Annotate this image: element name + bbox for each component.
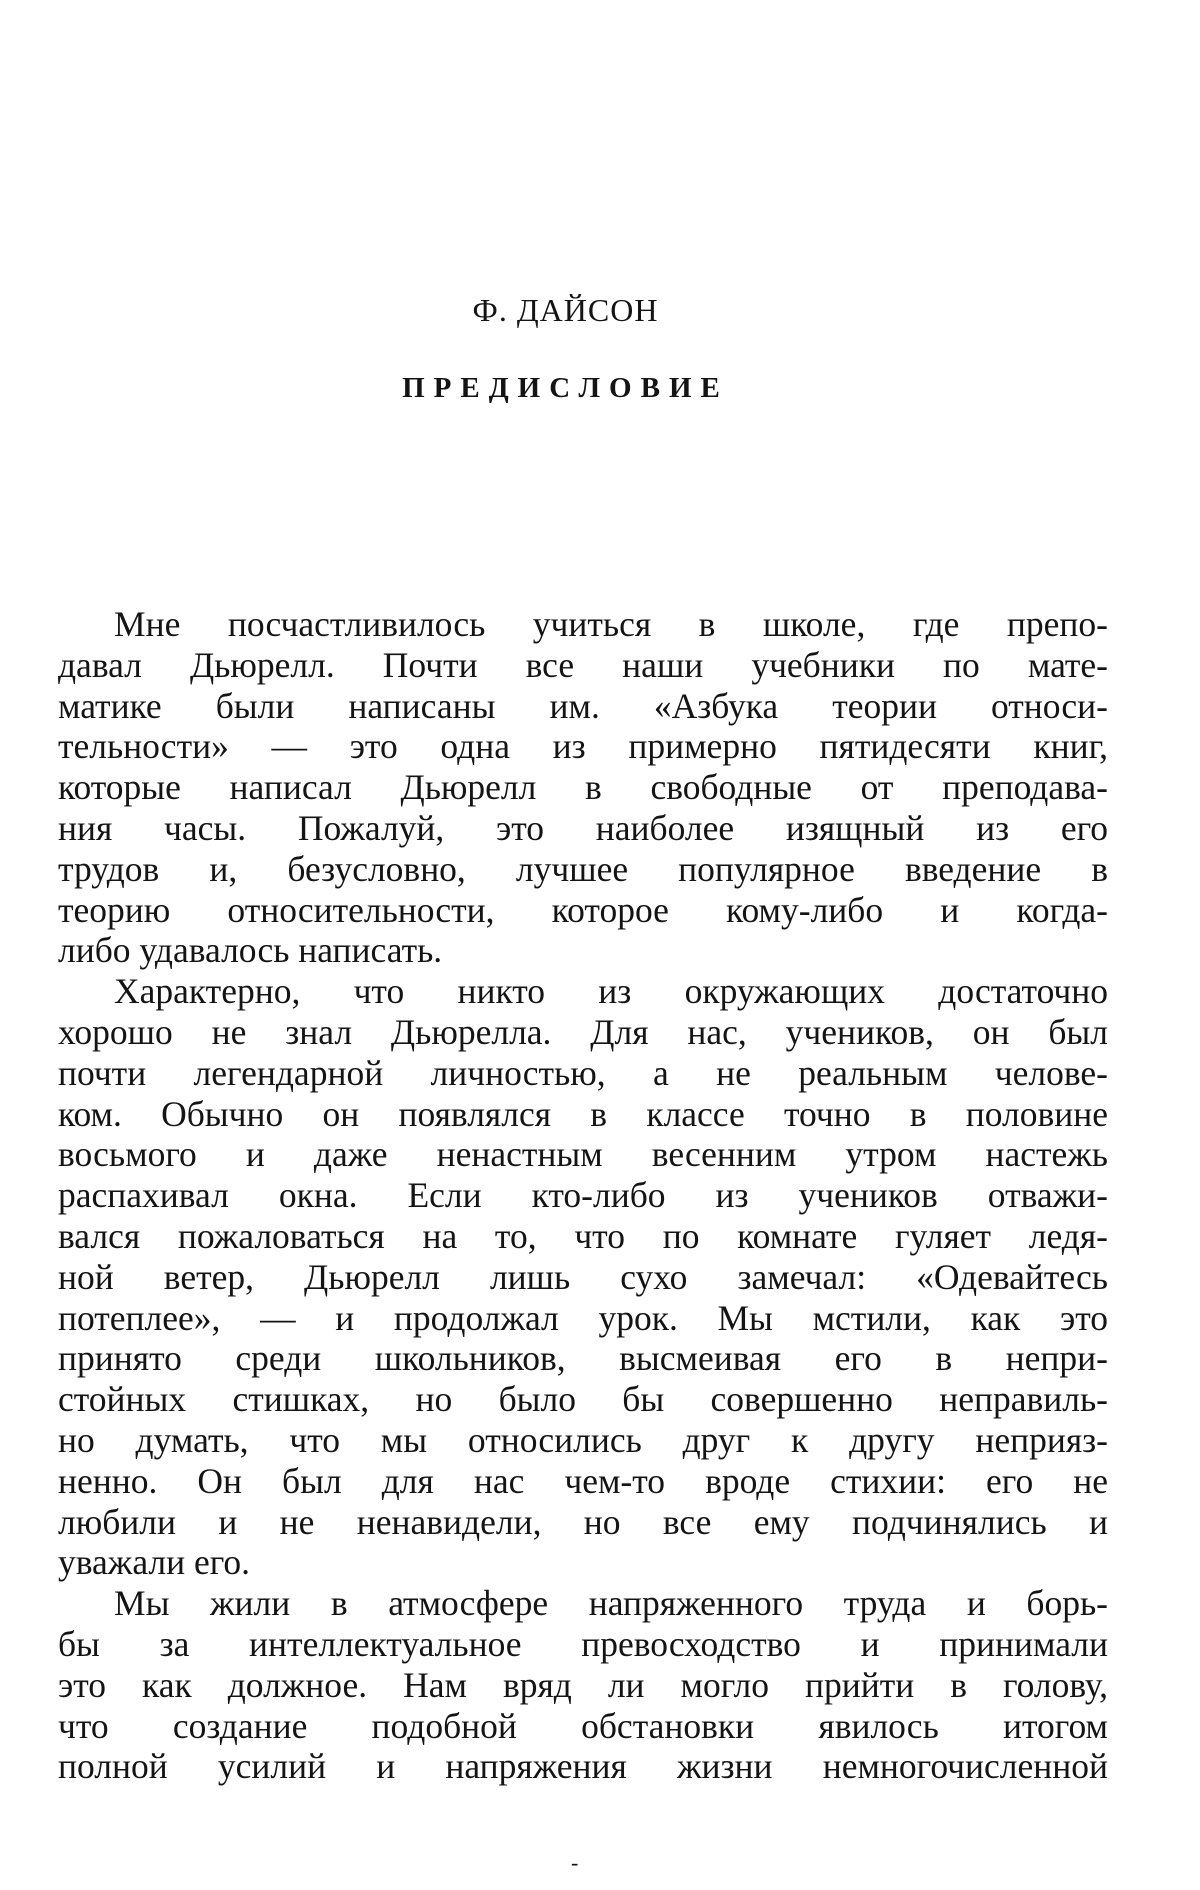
text-line: восьмого и даже ненастным весенним утром настежь xyxy=(58,1134,1108,1175)
paragraph-1 xyxy=(58,604,1108,971)
text-line: бы за интеллектуальное превосходство и принимали xyxy=(58,1623,1108,1664)
text-line: матике были написаны им. «Азбука теории относи- xyxy=(58,685,1108,726)
text-line: которые написал Дьюрелл в свободные от преподава- xyxy=(58,767,1108,808)
text-line: потеплее», — и продолжал урок. Мы мстили, как это xyxy=(58,1297,1108,1338)
text-line: полной усилий и напряжения жизни немногочисленной xyxy=(58,1746,1108,1787)
paragraph-3 xyxy=(58,1583,1108,1787)
body-text xyxy=(58,604,1108,1787)
text-line: Мы жили в атмосфере напряженного труда и борь- xyxy=(114,1583,1108,1624)
text-line: хорошо не знал Дьюрелла. Для нас, учеников, он был xyxy=(58,1011,1108,1052)
text-line: ной ветер, Дьюрелл лишь сухо замечал: «Одевайтесь xyxy=(58,1256,1108,1297)
text-line: принято среди школьников, высмеивая его в непри- xyxy=(58,1338,1108,1379)
text-line: Мне посчастливилось учиться в школе, где препо- xyxy=(114,604,1108,644)
text-line: либо удавалось написать. xyxy=(58,930,443,971)
text-line: тельности» — это одна из примерно пятидесяти книг, xyxy=(58,726,1108,767)
text-line: теорию относительности, которое кому-либо и когда- xyxy=(58,889,1108,930)
text-line: вался пожаловаться на то, что по комнате гуляет ледя- xyxy=(58,1215,1108,1256)
text-line: распахивал окна. Если кто-либо из учеников отважи- xyxy=(58,1175,1108,1216)
text-line: давал Дьюрелл. Почти все наши учебники по мате- xyxy=(58,644,1108,685)
text-line: трудов и, безусловно, лучшее популярное введение в xyxy=(58,848,1108,889)
text-line: ния часы. Пожалуй, это наиболее изящный из его xyxy=(58,807,1108,848)
page-mark: - xyxy=(571,1850,579,1875)
text-line: ненно. Он был для нас чем-то вроде стихии: его не xyxy=(58,1460,1108,1501)
text-line: уважали его. xyxy=(58,1542,251,1583)
text-line: ком. Обычно он появлялся в классе точно в половине xyxy=(58,1093,1108,1134)
text-line: это как должное. Нам вряд ли могло прийти в голову, xyxy=(58,1664,1108,1705)
text-line: почти легендарной личностью, а не реальным челове- xyxy=(58,1052,1108,1093)
paragraph-2 xyxy=(58,971,1108,1583)
text-line: что создание подобной обстановки явилось итогом xyxy=(58,1705,1108,1746)
text-line: любили и не ненавидели, но все ему подчинялись и xyxy=(58,1501,1108,1542)
chapter-title: ПРЕДИСЛОВИЕ xyxy=(402,372,729,404)
author-name: Ф. ДАЙСОН xyxy=(472,292,659,328)
text-line: стойных стишках, но было бы совершенно неправиль- xyxy=(58,1379,1108,1420)
text-line: Характерно, что никто из окружающих достаточно xyxy=(114,971,1108,1012)
text-line: но думать, что мы относились друг к другу неприяз- xyxy=(58,1419,1108,1460)
